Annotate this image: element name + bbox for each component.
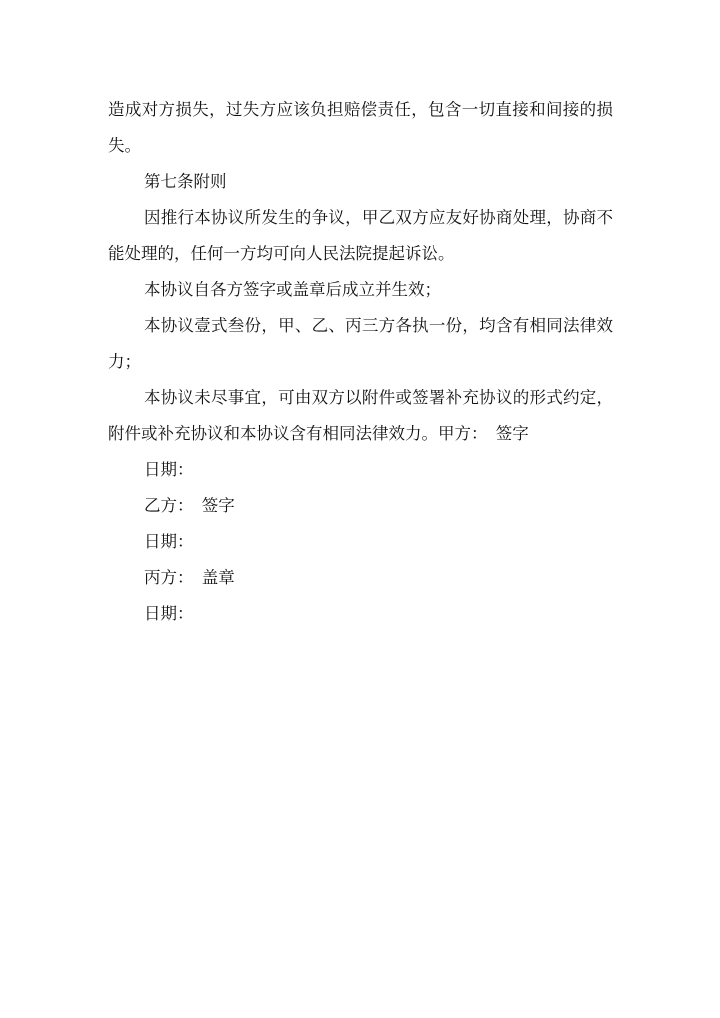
paragraph-damages: 造成对方损失，过失方应该负担赔偿责任，包含一切直接和间接的损失。 — [108, 100, 613, 155]
paragraph-supplementary: 本协议未尽事宜，可由双方以附件或签署补充协议的形式约定，附件或补充协议和本协议含有相同法律效力。甲方： 签字 — [108, 388, 613, 443]
signature-party-c: 丙方： 盖章 — [144, 568, 235, 587]
paragraph-effectiveness: 本协议自各方签字或盖章后成立并生效； — [144, 280, 441, 299]
paragraph-disputes: 因推行本协议所发生的争议，甲乙双方应友好协商处理，协商不能处理的，任何一方均可向人民法院提起诉讼。 — [108, 208, 613, 263]
signature-date-party-c: 日期： — [144, 604, 194, 623]
paragraph-copies: 本协议壹式叁份，甲、乙、丙三方各执一份，均含有相同法律效力； — [108, 316, 613, 371]
document-body — [108, 92, 613, 632]
signature-date-party-b: 日期： — [144, 532, 194, 551]
section-heading-article-7: 第七条附则 — [144, 172, 227, 191]
signature-date-party-a: 日期： — [144, 460, 194, 479]
signature-party-b: 乙方： 签字 — [144, 496, 235, 515]
